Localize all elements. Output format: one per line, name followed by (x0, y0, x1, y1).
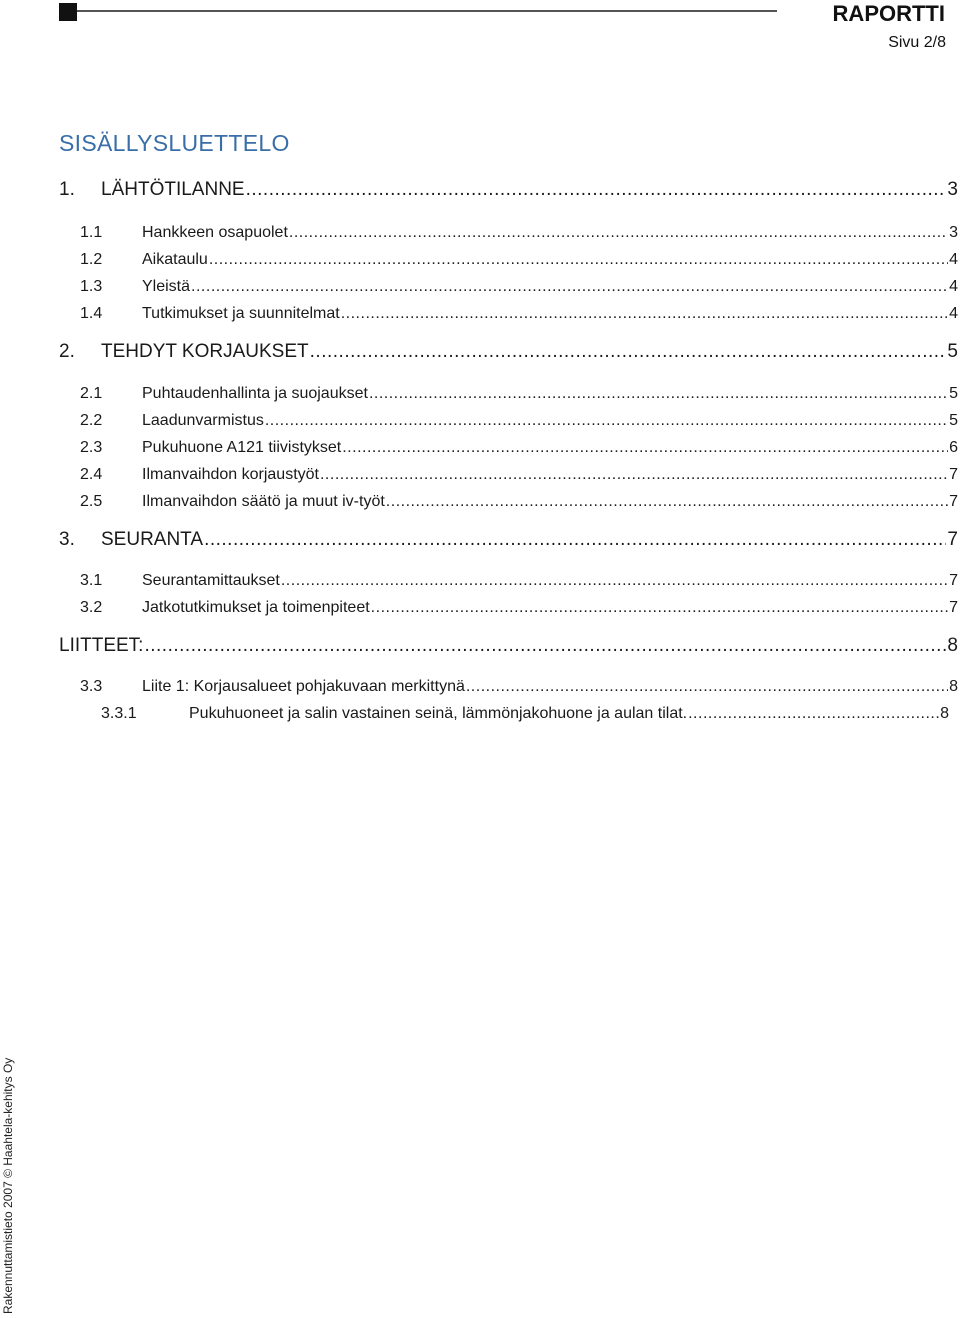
page-indicator: Sivu 2/8 (888, 34, 946, 51)
toc-entry-title: Jatkotutkimukset ja toimenpiteet (142, 599, 370, 616)
toc-leader-dots (246, 179, 947, 201)
toc-leader-dots (341, 305, 948, 323)
toc-entry-number: 3.3.1 (101, 705, 137, 722)
toc-entry-title: Tutkimukset ja suunnitelmat (142, 305, 340, 322)
toc-entry-page: 4 (949, 305, 958, 322)
toc-leader-dots (466, 678, 948, 696)
toc-entry-title: Yleistä (142, 278, 191, 295)
toc-entry[interactable] (101, 705, 949, 723)
toc-entry-number: 3. (59, 529, 75, 550)
toc-entry-title: TEHDYT KORJAUKSET (101, 341, 309, 362)
toc-entry-number: 3.3 (80, 678, 103, 695)
toc-leader-dots (265, 412, 948, 430)
toc-entry-title: Aikataulu (142, 251, 208, 268)
toc-entry-title: Hankkeen osapuolet (142, 224, 288, 241)
toc-entry[interactable] (59, 529, 958, 551)
side-credit: Rakennuttamistieto 2007 © Haahtela-kehitys Oy (1, 1057, 15, 1314)
toc-entry-page: 5 (949, 385, 958, 402)
toc-entry-page: 7 (947, 529, 958, 550)
toc-leader-dots (144, 635, 946, 657)
toc-entry-number: 2.5 (80, 493, 103, 510)
toc-entry-page: 7 (949, 599, 958, 616)
toc-entry[interactable] (80, 439, 958, 457)
toc-entry-title: Liite 1: Korjausalueet pohjakuvaan merkittynä (142, 678, 465, 695)
toc-leader-dots (289, 224, 948, 242)
toc-entry-title: Ilmanvaihdon korjaustyöt (142, 466, 319, 483)
toc-entry-page: 3 (949, 224, 958, 241)
toc-entry[interactable] (59, 341, 958, 363)
toc-entry-number: 2.1 (80, 385, 103, 402)
toc-entry-title: Puhtaudenhallinta ja suojaukset (142, 385, 368, 402)
toc-leader-dots (204, 529, 946, 551)
toc-entry[interactable] (80, 278, 958, 296)
toc-leader-dots (310, 341, 947, 363)
toc-entry-page: 7 (949, 572, 958, 589)
toc-entry-number: 3.1 (80, 572, 103, 589)
toc-entry-page: 7 (949, 466, 958, 483)
toc-entry-page: 5 (949, 412, 958, 429)
toc-entry-number: 1.4 (80, 305, 103, 322)
toc-entry-page: 3 (947, 179, 958, 200)
toc-entry-title: Pukuhuone A121 tiivistykset (142, 439, 342, 456)
toc-entry-number: 1.1 (80, 224, 103, 241)
toc-entry-page: 7 (949, 493, 958, 510)
toc-entry-page: 8 (947, 635, 958, 656)
toc-entry-number: 2.4 (80, 466, 103, 483)
toc-entry-page: 4 (949, 251, 958, 268)
toc-entry[interactable] (59, 179, 958, 201)
toc-entry-page: 5 (947, 341, 958, 362)
toc-entry-title: Laadunvarmistus (142, 412, 264, 429)
toc-entry[interactable] (80, 412, 958, 430)
toc-entry-page: 8 (949, 678, 958, 695)
header-black-square (59, 3, 77, 21)
toc-leader-dots (281, 572, 948, 590)
toc-entry-number: 3.2 (80, 599, 103, 616)
toc-leader-dots (342, 439, 948, 457)
toc-leader-dots (191, 278, 948, 296)
toc-entry-title: LIITTEET: (59, 635, 144, 656)
toc-entry-title: SEURANTA (101, 529, 204, 550)
toc-entry[interactable] (80, 224, 958, 242)
toc-entry-number: 2.3 (80, 439, 103, 456)
toc-entry[interactable] (80, 305, 958, 323)
header-rule (77, 10, 777, 12)
toc-leader-dots (320, 466, 948, 484)
report-label: RAPORTTI (832, 1, 945, 26)
toc-entry-title: Pukuhuoneet ja salin vastainen seinä, lämmönjakohuone ja aulan tilat. (189, 705, 688, 722)
toc-entry[interactable] (80, 385, 958, 403)
toc-entry-number: 2.2 (80, 412, 103, 429)
toc-entry-page: 6 (949, 439, 958, 456)
toc-leader-dots (369, 385, 948, 403)
toc-entry-title: Ilmanvaihdon säätö ja muut iv-työt (142, 493, 385, 510)
toc-entry-page: 8 (940, 705, 949, 722)
toc-entry[interactable] (80, 599, 958, 617)
toc-leader-dots (688, 705, 939, 723)
toc-heading: SISÄLLYSLUETTELO (59, 130, 290, 156)
toc-entry[interactable] (80, 251, 958, 269)
toc-entry[interactable] (80, 493, 958, 511)
toc-leader-dots (386, 493, 948, 511)
toc-entry[interactable] (80, 572, 958, 590)
toc-entry-number: 1.2 (80, 251, 103, 268)
toc-entry-title: LÄHTÖTILANNE (101, 179, 245, 200)
toc-entry[interactable] (80, 678, 958, 696)
toc-leader-dots (371, 599, 948, 617)
toc-entry-number: 1. (59, 179, 75, 200)
toc-entry[interactable] (80, 466, 958, 484)
toc-entry-page: 4 (949, 278, 958, 295)
toc-entry[interactable] (59, 635, 958, 657)
toc-entry-number: 1.3 (80, 278, 103, 295)
toc-entry-number: 2. (59, 341, 75, 362)
toc-entry-title: Seurantamittaukset (142, 572, 280, 589)
toc-leader-dots (209, 251, 948, 269)
